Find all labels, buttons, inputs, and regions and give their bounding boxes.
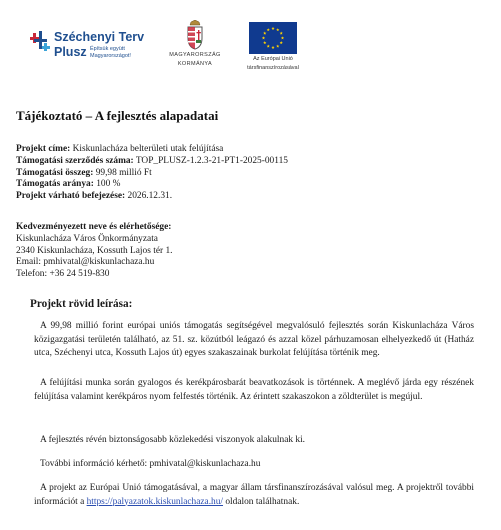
eu-logo [238, 22, 308, 82]
info-value: TOP_PLUSZ-1.2.3-21-PT1-2025-00115 [133, 155, 288, 166]
eu-flag-icon [249, 22, 297, 54]
info-row [16, 168, 288, 180]
szechenyi-title: Széchenyi Terv [54, 30, 145, 44]
description-heading: Projekt rövid leírása: [30, 298, 133, 310]
description-paragraph-5: A projekt az Európai Unió támogatásával, a magyar állam társfinanszírozásával valósul meg. A projektről további információt a https://palyazatok.kiskunlachaza.hu/ oldalon találhatnak. [34, 483, 474, 507]
coat-of-arms-icon [186, 20, 204, 50]
contact-heading: Kedvezményezett neve és elérhetősége: [16, 222, 172, 232]
project-info [16, 144, 288, 203]
description-paragraph-3: A fejlesztés révén biztonságosabb közlekedési viszonyok alakulnak ki. [40, 435, 306, 445]
info-row [16, 144, 288, 156]
eu-label-2: társfinanszírozásával [247, 65, 299, 71]
page-title: Tájékoztató – A fejlesztés alapadatai [16, 108, 219, 123]
eu-label-1: Az Európai Unió [253, 56, 293, 62]
contact-line: Telefon: +36 24 519-830 [16, 269, 110, 280]
logo-bar [0, 10, 501, 85]
info-row [16, 179, 288, 191]
info-row [16, 156, 288, 168]
info-label: Támogatási szerződés száma: [16, 155, 134, 166]
szechenyi-cross-icon [30, 28, 52, 54]
contact-line: Email: pmhivatal@kiskunlachaza.hu [16, 257, 155, 268]
info-label: Támogatás aránya: [16, 179, 94, 190]
info-label: Projekt várható befejezése: [16, 191, 126, 202]
info-value: 99,98 millió Ft [93, 167, 152, 178]
project-website-link[interactable]: https://palyazatok.kiskunlachaza.hu/ [86, 496, 224, 507]
contact-line: Kiskunlacháza Város Önkormányzata [16, 233, 158, 244]
szechenyi-tagline: Építsük együtt Magyarországot! [90, 46, 131, 59]
szechenyi-terv-logo [30, 28, 160, 68]
contact-line: 2340 Kiskunlacháza, Kossuth Lajos tér 1. [16, 245, 173, 256]
description-paragraph-1: A 99,98 millió forint európai uniós támogatás segítségével megvalósuló fejlesztés során Kiskunlacháza Város közigazgatási területén található, az 51. sz. közútból leágazó és azzal közel párhuzamosan elhelyezkedő út (Hatház utca, Széchenyi utca, Kossuth Lajos út) egyes szakaszainak burkolat felújítása történik meg. [34, 321, 474, 358]
info-row [16, 191, 288, 203]
hungary-label-2: KORMÁNYA [177, 61, 213, 67]
info-value: 2026.12.31. [125, 191, 173, 202]
info-value: Kiskunlacháza belterületi utak felújítása [70, 144, 224, 154]
info-value: 100 % [93, 179, 121, 190]
info-label: Projekt címe: [16, 144, 71, 154]
hungarian-government-logo [160, 20, 230, 80]
beneficiary-contact [16, 222, 172, 281]
hungary-label-1: MAGYARORSZÁG [169, 52, 221, 58]
description-paragraph-2: A felújítási munka során gyalogos és kerékpárosbarát beavatkozások is történnek. A meglévő járda egy részének felújítása valamint kerékpáros nyom felfestés történik. Az érintett szakaszokon a zöldterület is megújul. [34, 378, 474, 402]
description-paragraph-4: További információ kérhető: pmhivatal@kiskunlachaza.hu [40, 459, 261, 469]
info-label: Támogatási összeg: [16, 167, 94, 178]
szechenyi-plusz: Plusz [54, 45, 87, 59]
